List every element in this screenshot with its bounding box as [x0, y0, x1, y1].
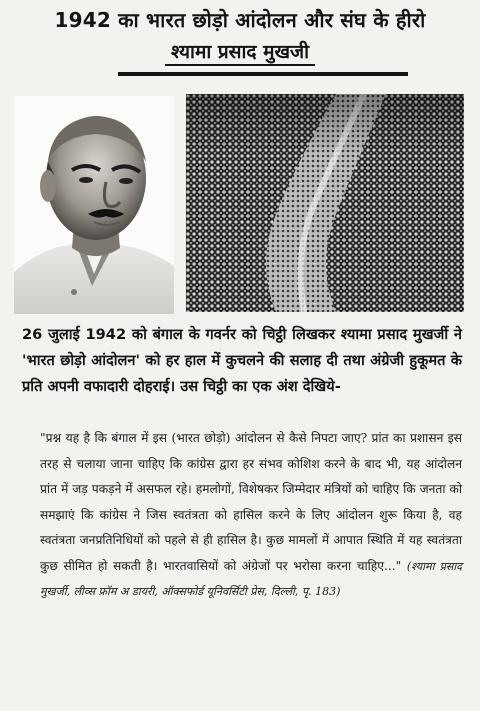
- crowd-illustration: [186, 94, 464, 312]
- title-rule: [118, 72, 408, 76]
- citation: (श्यामा प्रसाद मुखर्जी, लीव्स फ्रॉम अ डायरी, ऑक्सफोर्ड यूनिवर्सिटी प्रेस, दिल्ली, पृ. 183): [40, 559, 463, 598]
- portrait-photo: [14, 96, 174, 314]
- headline-name: श्यामा प्रसाद मुखजी: [165, 41, 315, 66]
- crowd-photo: [186, 94, 464, 312]
- quote-paragraph: [40, 426, 462, 605]
- headline-line1: 1942 का भारत छोड़ो आंदोलन और संघ के हीरो: [54, 8, 426, 32]
- quote-text: "प्रश्न यह है कि बंगाल में इस (भारत छोड़ो) आंदोलन से कैसे निपटा जाए? प्रांत का प्रशासन इस तरह से चलाया जाना चाहिए कि कांग्रेस द्वारा हर संभव कोशिश करने के बाद भी, यह आंदोलन प्रांत में जड़ पकड़ने में असफल रहे। हमलोगों, विशेषकर जिम्मेदार मंत्रियों को चाहिए कि जनता को समझाएं कि कांग्रेस ने जिस स्वतंत्रता को हासिल करने के लिए आंदोलन शुरू किया है, वह स्वतंत्रता जनप्रतिनिधियों को पहले से ही हासिल है। कुछ मामलों में आपात स्थिति में यह स्वतंत्रता कुछ सीमित हो सकती है। भारतवासियों को अंग्रेजों पर भरोसा करना चाहिए...": [40, 431, 462, 573]
- intro-paragraph: 26 जुलाई 1942 को बंगाल के गवर्नर को चिट्ठी लिखकर श्यामा प्रसाद मुखर्जी ने 'भारत छोड़ो आंदोलन' को हर हाल में कुचलने की सलाह दी तथा अंग्रेजी हुकूमत के प्रति अपनी वफादारी दोहराई। उस चिट्ठी का एक अंश देखिये-: [22, 326, 462, 395]
- portrait-illustration: [14, 96, 174, 314]
- headline-line2: [0, 38, 480, 64]
